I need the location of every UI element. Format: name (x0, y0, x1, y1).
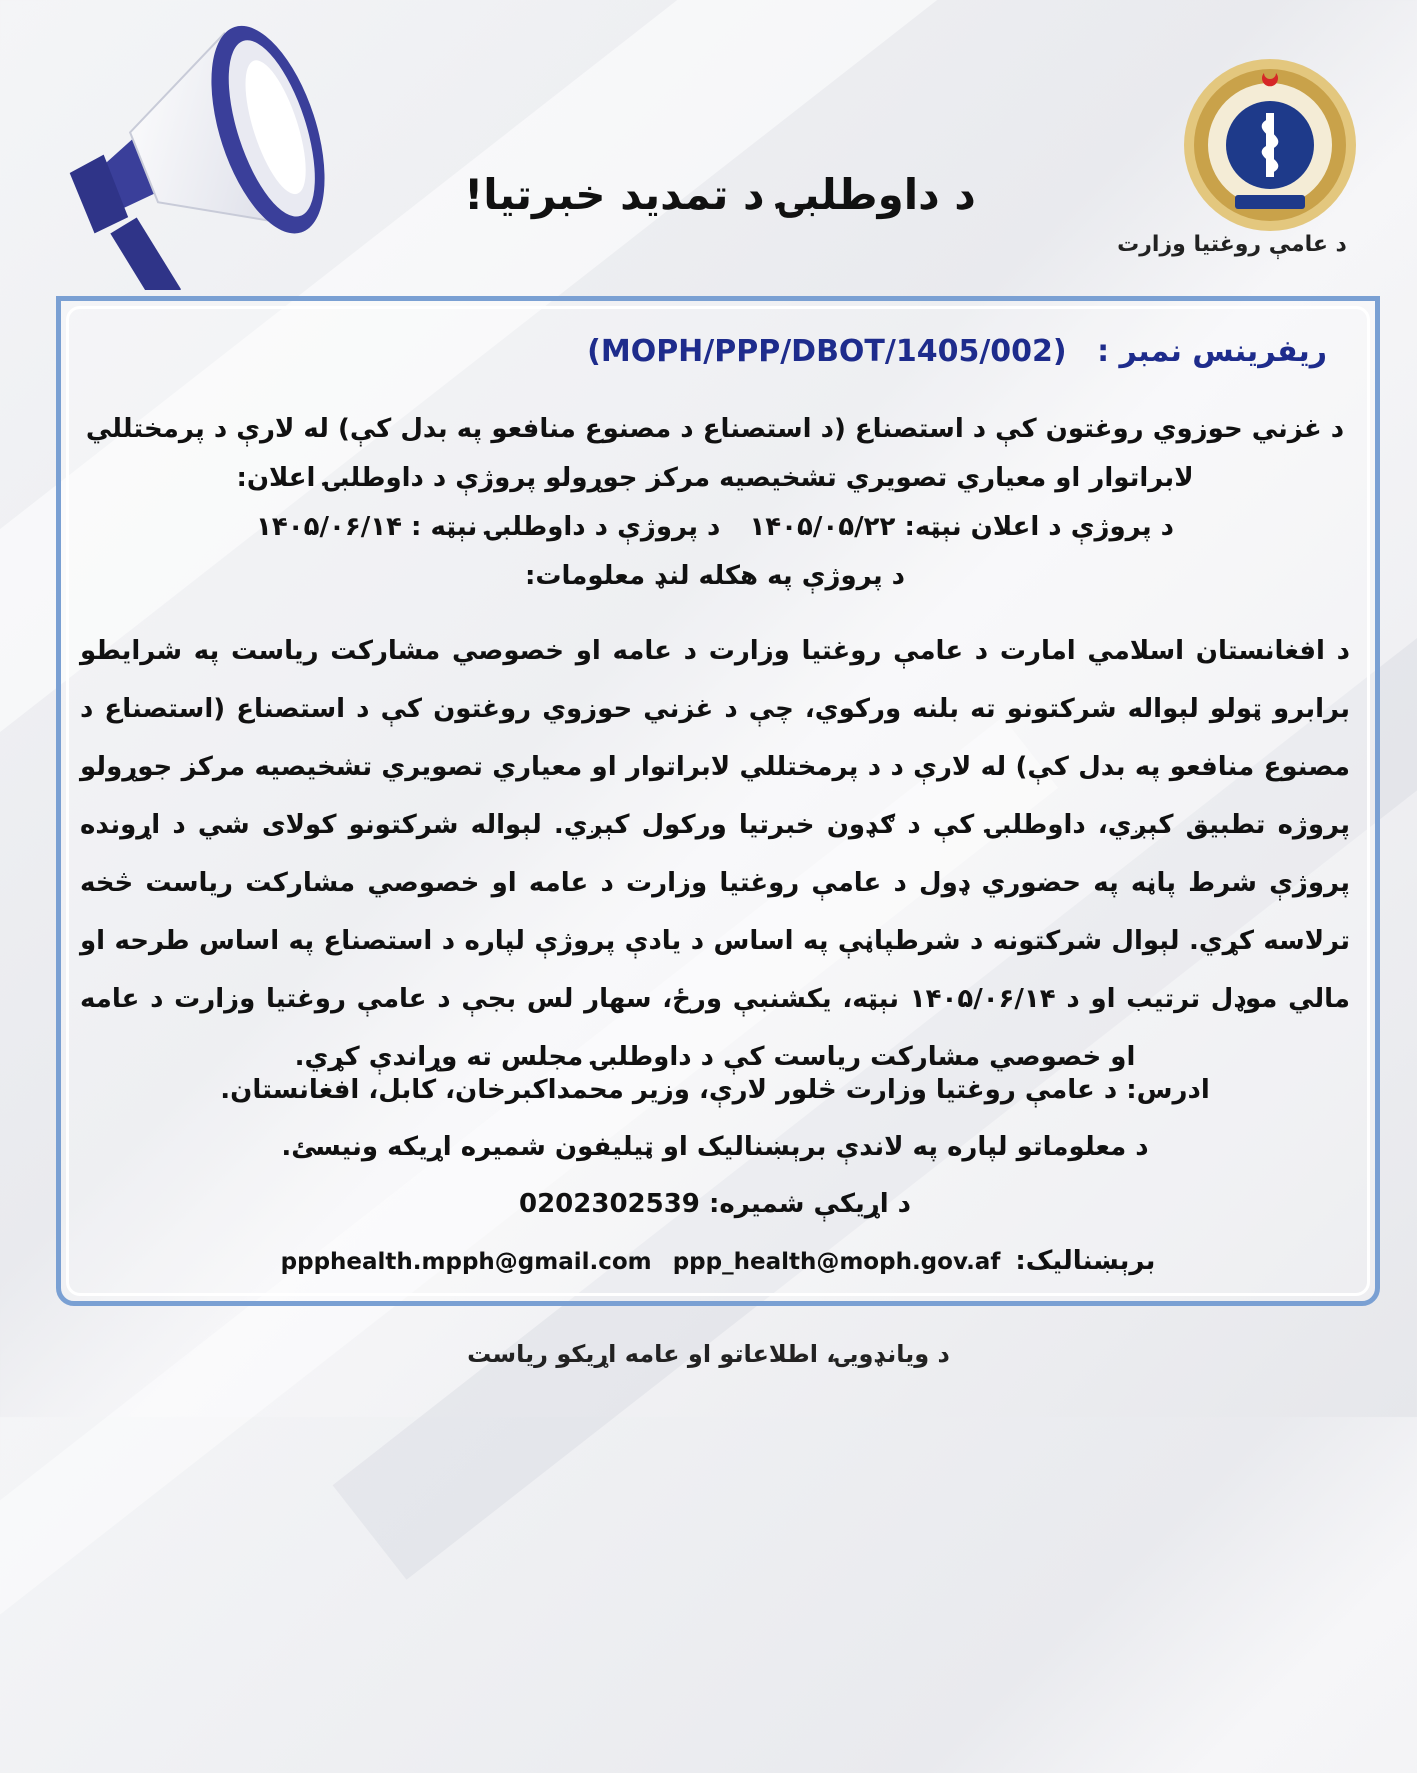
info-note: د معلوماتو لپاره په لاندې برېښناليک او ټيليفون شميره اړيکه ونيسئ. (281, 1132, 1149, 1162)
dates-row (80, 503, 1350, 552)
tender-date: د پروژې د داوطلبۍ نېټه : ۱۴۰۵/۰۶/۱۴ (256, 512, 721, 542)
phone-row (80, 1176, 1350, 1233)
reference-label: ريفرينس نمبر : (1097, 334, 1327, 369)
address: ادرس: د عامې روغتيا وزارت څلور لارې، وزير محمداکبرخان، کابل، افغانستان. (220, 1075, 1210, 1105)
reference-row (587, 334, 1327, 369)
intro-block (80, 405, 1350, 601)
email-link-primary[interactable]: ppp_health@moph.gov.af (672, 1249, 1001, 1275)
intro-line: لابراتوار او معياري تصويري تشخيصيه مرکز جوړولو پروژې د داوطلبۍ اعلان: (236, 463, 1194, 493)
phone-number: 0202302539 (518, 1189, 700, 1219)
department-footer: د ويانډويۍ، اطلاعاتو او عامه اړيکو رياست (467, 1340, 950, 1368)
intro-line: د غزني حوزوي روغتون کې د استصناع (د استصناع د مصنوع منافعو په بدل کې) له لارې د پرمختللي (85, 414, 1345, 444)
body-paragraph: د افغانستان اسلامي امارت د عامې روغتيا وزارت د عامه او خصوصي مشارکت رياست په شرايطو برابرو ټولو لېواله شرکتونو ته بلنه ورکوي، چې د غزني حوزوي روغتون کې د استصناع (استصناع د مصنوع منافعو په بدل کې) له لارې د د پرمختللي لابراتوار او معياري تصويري تشخيصيه مرکز جوړولو پروژه تطبيق کېږي، داوطلبۍ کې د ګډون خبرتيا ورکول کېږي. لېواله شرکتونو کولای شي د اړونده پروژې شرط پاڼه په حضوري ډول د عامې روغتيا وزارت د عامه او خصوصي مشارکت رياست څخه ترلاسه کړي. لېوال شرکتونه د شرطپاڼې په اساس د يادې پروژې لپاره د استصناع په اساس طرحه او مالي موډل ترتيب او د ۱۴۰۵/۰۶/۱۴ نېټه، يکشنبې ورځ، سهار لس بجې د عامې روغتيا وزارت د عامه او خصوصي مشارکت رياست کې د داوطلبۍ مجلس ته وړاندې کړي. (80, 636, 1350, 1072)
announce-date: د پروژې د اعلان نېټه: ۱۴۰۵/۰۵/۲۲ (749, 512, 1174, 542)
contact-block (80, 1062, 1350, 1291)
ministry-seal-icon (1180, 55, 1360, 235)
info-heading: د پروژې په هکله لنډ معلومات: (524, 561, 906, 591)
phone-label: د اړيکې شميره: (708, 1189, 912, 1219)
email-label: برېښناليک: (1015, 1246, 1156, 1276)
page-title: د داوطلبۍ د تمدید خبرتیا! (464, 170, 976, 219)
megaphone-icon (30, 20, 350, 290)
email-row (80, 1233, 1350, 1291)
email-link-secondary[interactable]: ppphealth.mpph@gmail.com (280, 1249, 652, 1275)
reference-number: (MOPH/PPP/DBOT/1405/002) (587, 334, 1067, 369)
ministry-caption: د عامې روغتیا وزارت (1117, 232, 1347, 257)
